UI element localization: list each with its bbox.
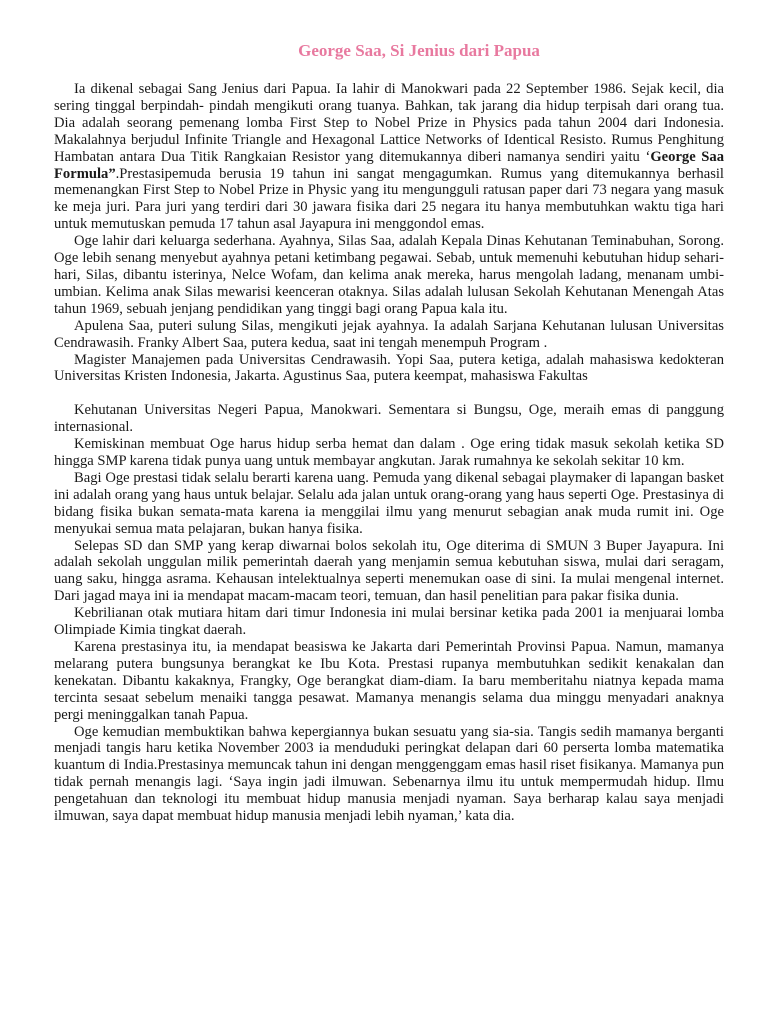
paragraph-1 — [54, 81, 724, 233]
paragraph-11: Oge kemudian membuktikan bahwa kepergiannya bukan sesuatu yang sia-sia. Tangis sedih mamanya berganti menjadi tangis haru ketika November 2003 ia menduduki peringkat delapan dari 60 perserta lomba matematika kuantum di India.Prestasinya memuncak tahun ini dengan menggenggam emas hasil riset fisikanya. Mamanya pun tidak pernah menangis lagi. ‘Saya ingin jadi ilmuwan. Sebenarnya ilmu itu untuk mempermudah hidup. Ilmu pengetahuan dan teknologi itu membuat hidup manusia menjadi nyaman. Saya berharap kalau saya menjadi ilmuwan, saya dapat membuat hidup manusia menjadi lebih nyaman,’ kata dia. — [54, 723, 724, 825]
paragraph-5: Kehutanan Universitas Negeri Papua, Manokwari. Sementara si Bungsu, Oge, meraih emas di panggung internasional. — [54, 402, 724, 436]
paragraph-gap — [54, 385, 724, 402]
paragraph-8: Selepas SD dan SMP yang kerap diwarnai bolos sekolah itu, Oge diterima di SMUN 3 Buper Jayapura. Ini adalah sekolah unggulan milik pemerintah daerah yang menjamin semua kebutuhan siswa, mulai dari seragam, uang saku, hingga asrama. Kehausan intelektualnya seperti menemukan oase di sini. Ia mulai mengenal internet. Dari jagad maya ini ia mendapat macam-macam teori, temuan, dan hasil penelitian para pakar fisika dunia. — [54, 537, 724, 605]
paragraph-1-text-a: Ia dikenal sebagai Sang Jenius dari Papua. Ia lahir di Manokwari pada 22 September 1986. Sejak kecil, dia sering tinggal berpindah- pindah mengikuti orang tuanya. Bahkan, tak jarang dia hidup terpisah dari orang tua. Dia adalah seorang pemenang lomba First Step to Nobel Prize in Physics pada tahun 2004 dari Indonesia. Makalahnya berjudul Infinite Triangle and Hexagonal Lattice Networks of Identical Resisto. Rumus Penghitung Hambatan antara Dua Titik Rangkaian Resistor yang ditemukannya diberi namanya sendiri yaitu ‘ — [54, 81, 724, 165]
paragraph-6: Kemiskinan membuat Oge harus hidup serba hemat dan dalam . Oge ering tidak masuk sekolah ketika SD hingga SMP karena tidak punya uang untuk membayar angkutan. Jarak rumahnya ke sekolah sekitar 10 km. — [54, 436, 724, 470]
paragraph-7: Bagi Oge prestasi tidak selalu berarti karena uang. Pemuda yang dikenal sebagai playmaker di lapangan basket ini adalah orang yang haus untuk belajar. Selalu ada jalan untuk orang-orang yang haus seperti Oge. Prestasinya di bidang fisika bukan semata-mata karena ia menggilai ilmu yang menurut sebagian anak muda rumit ini. Oge menyukai semua mata pelajaran, bukan hanya fisika. — [54, 469, 724, 537]
paragraph-9: Kebrilianan otak mutiara hitam dari timur Indonesia ini mulai bersinar ketika pada 2001 ia menjuarai lomba Olimpiade Kimia tingkat daerah. — [54, 605, 724, 639]
paragraph-3: Apulena Saa, puteri sulung Silas, mengikuti jejak ayahnya. Ia adalah Sarjana Kehutanan lulusan Universitas Cendrawasih. Franky Albert Saa, putera kedua, saat ini tengah menempuh Program . — [54, 317, 724, 351]
paragraph-1-text-b: .Prestasipemuda berusia 19 tahun ini sangat mengagumkan. Rumus yang ditemukannya berhasil memenangkan First Step to Nobel Prize in Physic yang itu mengungguli ratusan paper dari 73 negara yang masuk ke meja juri. Para juri yang terdiri dari 30 jawara fisika dari 25 negara itu hanya membutuhkan waktu tiga hari untuk memutuskan pemuda 17 tahun asal Jayapura ini menggondol emas. — [54, 165, 724, 233]
article-body — [54, 81, 724, 825]
paragraph-2: Oge lahir dari keluarga sederhana. Ayahnya, Silas Saa, adalah Kepala Dinas Kehutanan Teminabuhan, Sorong. Oge lebih senang menyebut ayahnya petani ketimbang pegawai. Sebab, untuk memenuhi kebutuhan hidup sehari-hari, Silas, dibantu isterinya, Nelce Wofam, dan kelima anak mereka, harus mengolah ladang, menanam umbi-umbian. Kelima anak Silas mewarisi keenceran otaknya. Silas adalah lulusan Sekolah Kehutanan Menengah Atas tahun 1969, sebuah jenjang pendidikan yang tinggi bagi orang Papua kala itu. — [54, 233, 724, 317]
paragraph-4: Magister Manajemen pada Universitas Cendrawasih. Yopi Saa, putera ketiga, adalah mahasiswa kedokteran Universitas Kristen Indonesia, Jakarta. Agustinus Saa, putera keempat, mahasiswa Fakultas — [54, 351, 724, 385]
formula-name: George Saa Formula” — [54, 148, 724, 182]
paragraph-10: Karena prestasinya itu, ia mendapat beasiswa ke Jakarta dari Pemerintah Provinsi Papua. Namun, mamanya melarang putera bungsunya berangkat ke Ibu Kota. Prestasi rupanya membutuhkan sedikit kenakalan dan kenekatan. Dibantu kakaknya, Frangky, Oge berangkat diam-diam. Ia baru memberitahu niatnya kepada mama tercinta sesaat sebelum menaiki tangga pesawat. Mamanya menangis selama dua minggu menyadari anaknya pergi meninggalkan tanah Papua. — [54, 639, 724, 723]
page-title: George Saa, Si Jenius dari Papua — [298, 41, 540, 60]
